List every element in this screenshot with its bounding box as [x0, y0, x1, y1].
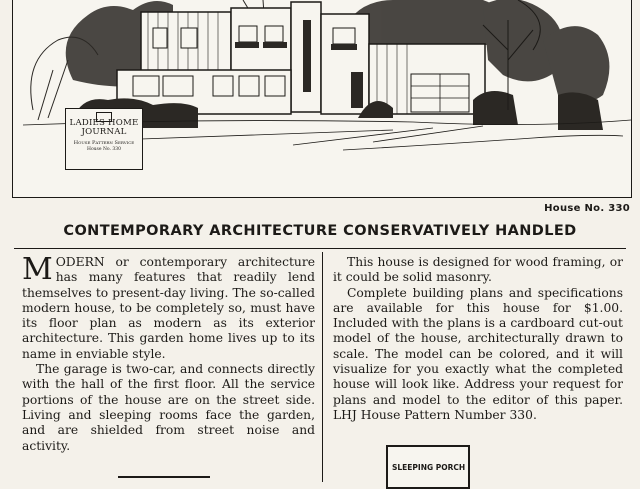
title-rule [14, 248, 626, 249]
house-mark-icon [96, 112, 112, 122]
right-column [333, 255, 623, 423]
house-illustration [12, 0, 632, 198]
floor-plan-sleeping-porch [386, 445, 470, 489]
paragraph-1-text: ODERN or contemporary architecture has many features that readily lend themselves to present-day living. The so-called modern house, to be completely so, must have its floor plan as modern as its exterior architecture. This garden home lives up to its name in enviable style. [22, 255, 315, 361]
column-divider [322, 252, 323, 482]
drop-cap: M [22, 252, 53, 287]
logo-line1: LADIES HOME [69, 118, 139, 128]
paragraph-3: This house is designed for wood framing, or it could be solid masonry. [333, 255, 623, 285]
house-number-label: House No. 330 [544, 203, 630, 214]
ladies-home-journal-logo [65, 108, 143, 170]
paragraph-1 [22, 252, 315, 362]
logo-line2: JOURNAL [81, 127, 127, 137]
logo-subtitle: House Pattern Service [73, 140, 135, 146]
room-label: SLEEPING PORCH [392, 463, 466, 472]
floor-plan-edge [118, 476, 210, 478]
paragraph-2: The garage is two-car, and connects directly with the hall of the first floor. All the service portions of the house are on the street side. Living and sleeping rooms face the garden, and are shielded from street noise and activity. [22, 362, 315, 453]
logo-house-number: House No. 330 [87, 147, 121, 152]
left-column [22, 252, 315, 454]
article-title: CONTEMPORARY ARCHITECTURE CONSERVATIVELY HANDLED [63, 223, 577, 239]
paragraph-4: Complete building plans and specifications are available for this house for $1.00. Included with the plans is a cardboard cut-out model of the house, architecturally drawn to scale. The model can be colored, and it will visualize for you exactly what the completed house will look like. Address your request for plans and model to the editor of this paper. LHJ House Pattern Number 330. [333, 285, 623, 422]
